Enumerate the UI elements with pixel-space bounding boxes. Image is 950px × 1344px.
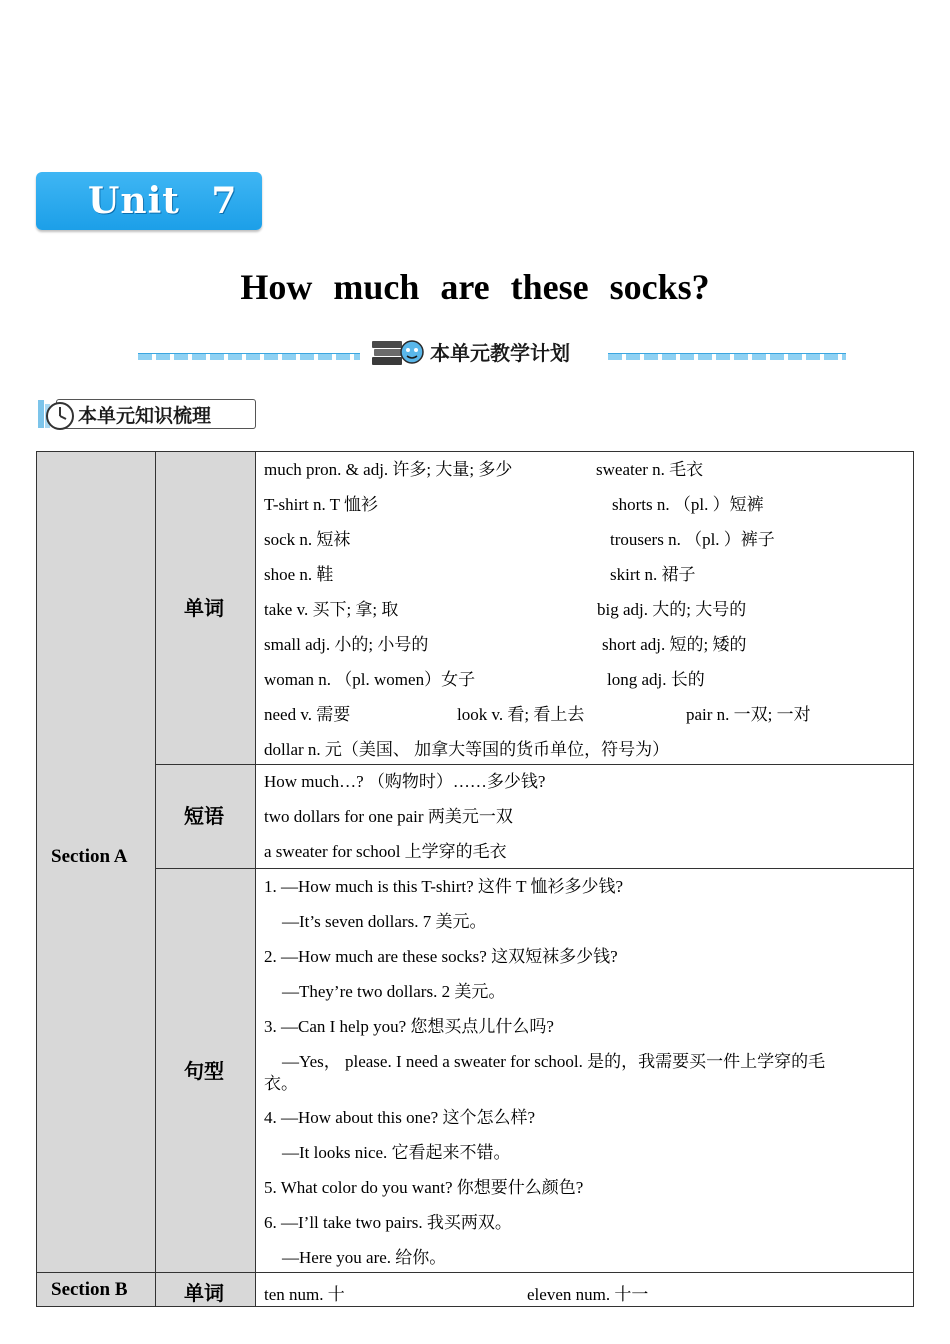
vocab-item: shorts n. （pl. ）短裤 [612, 495, 764, 514]
vocab-item: short adj. 短的; 矮的 [602, 635, 747, 654]
sentence-line: 4. —How about this one? 这个怎么样? [264, 1108, 536, 1127]
sentence-line: 2. —How much are these socks? 这双短袜多少钱? [264, 947, 618, 966]
vocab-item: much pron. & adj. 许多; 大量; 多少 [264, 460, 513, 479]
sentence-line: —Yes， please. I need a sweater for school. 是的，我需要买一件上学穿的毛 [282, 1052, 826, 1071]
knowledge-summary-tag [36, 396, 256, 432]
vocab-item: shoe n. 鞋 [264, 565, 334, 584]
vocab-item: ten num. 十 [264, 1285, 345, 1304]
banner-rule-right [608, 353, 846, 360]
page-title: How much are these socks? [240, 267, 710, 307]
phrases-label: 短语 [184, 804, 224, 828]
section-a-vocab-content [255, 451, 914, 765]
vocab-item: big adj. 大的; 大号的 [597, 600, 747, 619]
books-icon [370, 335, 424, 369]
section-a-cell [36, 451, 156, 1273]
vocab-item: woman n. （pl. women）女子 [264, 670, 476, 689]
section-a-phrases-cat [155, 764, 256, 869]
vocab-label: 单词 [184, 596, 224, 620]
section-a-label: Section A [51, 846, 128, 867]
phrase-item: two dollars for one pair 两美元一双 [264, 807, 513, 826]
vocab-item: need v. 需要 [264, 705, 351, 724]
section-b-vocab-cat [155, 1272, 256, 1307]
vocab-item: take v. 买下; 拿; 取 [264, 600, 399, 619]
teaching-plan-label: 本单元教学计划 [430, 341, 570, 365]
sentence-line: —It’s seven dollars. 7 美元。 [282, 912, 487, 931]
vocab-item: dollar n. 元（美国、 加拿大等国的货币单位，符号为） [264, 740, 670, 759]
section-b-label: Section B [51, 1279, 128, 1300]
clock-icon [36, 396, 76, 432]
section-b-cell [36, 1272, 156, 1307]
section-b-vocab-content [255, 1272, 914, 1307]
section-a-sentences-cat [155, 868, 256, 1273]
vocab-item: sock n. 短袜 [264, 530, 351, 549]
teaching-plan-banner [138, 333, 846, 373]
vocabulary-table [36, 451, 914, 1307]
vocab-item: trousers n. （pl. ）裤子 [610, 530, 775, 549]
phrase-item: How much…? （购物时）……多少钱? [264, 772, 546, 791]
unit-badge [36, 172, 262, 230]
sentence-line: —It looks nice. 它看起来不错。 [282, 1143, 511, 1162]
vocab-item: small adj. 小的; 小号的 [264, 635, 429, 654]
sentence-line: 3. —Can I help you? 您想买点儿什么吗? [264, 1017, 554, 1036]
sentence-line: 衣。 [264, 1074, 298, 1093]
sentence-line: 6. —I’ll take two pairs. 我买两双。 [264, 1213, 512, 1232]
sentence-line: 5. What color do you want? 你想要什么颜色? [264, 1178, 584, 1197]
section-a-sentences-content [255, 868, 914, 1273]
vocab-item: eleven num. 十一 [527, 1285, 649, 1304]
section-b-vocab-label: 单词 [184, 1281, 224, 1305]
unit-badge-text: Unit 7 [88, 180, 238, 222]
section-a-vocab-cat [155, 451, 256, 765]
knowledge-summary-label: 本单元知识梳理 [78, 405, 212, 427]
vocab-item: skirt n. 裙子 [610, 565, 696, 584]
sentences-label: 句型 [184, 1059, 224, 1083]
sentence-line: —They’re two dollars. 2 美元。 [282, 982, 506, 1001]
vocab-item: T-shirt n. T 恤衫 [264, 495, 378, 514]
sentence-line: —Here you are. 给你。 [282, 1248, 447, 1267]
vocab-item: pair n. 一双; 一对 [686, 705, 811, 724]
sentence-line: 1. —How much is this T-shirt? 这件 T 恤衫多少钱? [264, 877, 624, 896]
vocab-item: sweater n. 毛衣 [596, 460, 704, 479]
vocab-item: look v. 看; 看上去 [457, 705, 585, 724]
section-a-phrases-content [255, 764, 914, 869]
phrase-item: a sweater for school 上学穿的毛衣 [264, 842, 507, 861]
vocab-item: long adj. 长的 [607, 670, 705, 689]
banner-rule-left [138, 353, 360, 360]
